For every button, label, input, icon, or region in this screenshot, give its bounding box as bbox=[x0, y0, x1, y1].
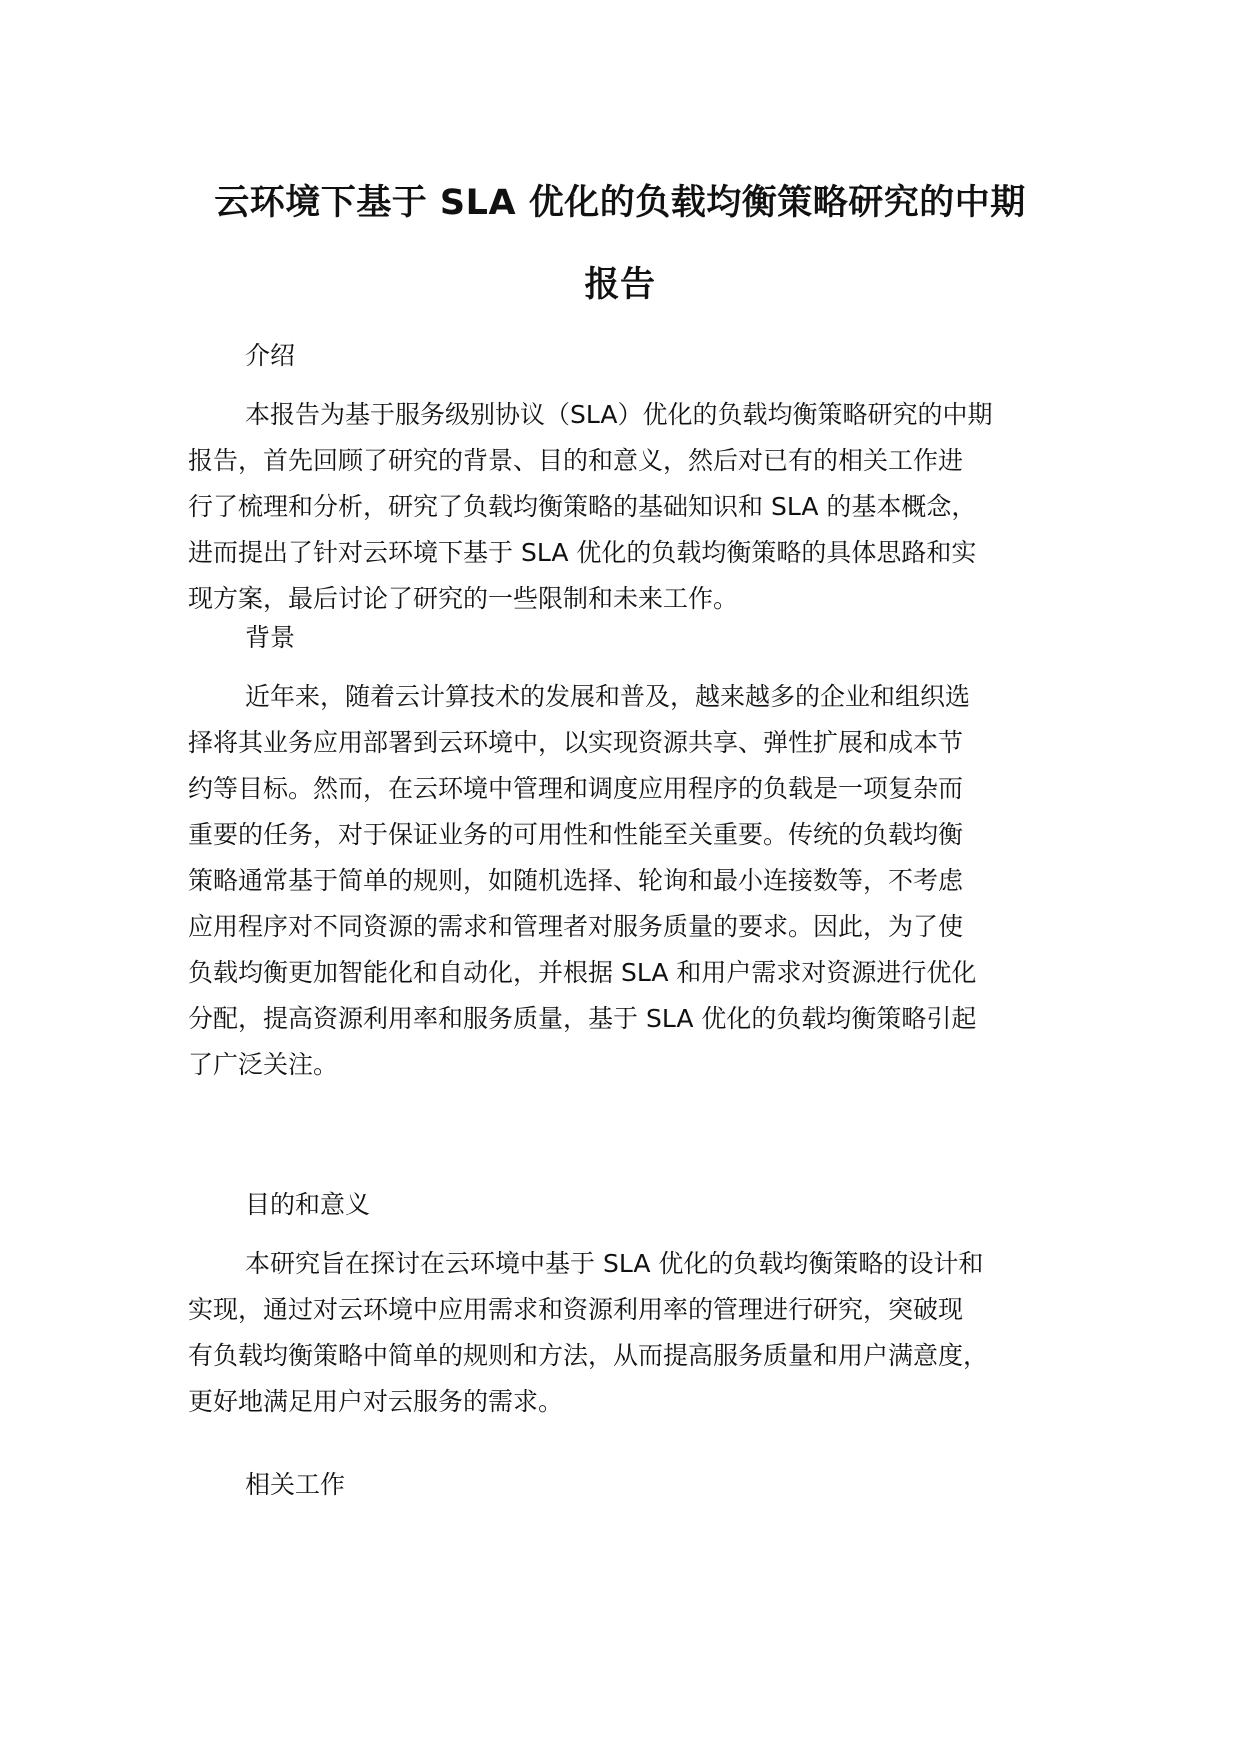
paragraph-line: 实现，通过对云环境中应用需求和资源利用率的管理进行研究，突破现 bbox=[188, 1295, 964, 1324]
paragraph-line: 约等目标。然而，在云环境中管理和调度应用程序的负载是一项复杂而 bbox=[188, 774, 964, 803]
document-title-line-2: 报告 bbox=[584, 265, 656, 305]
paragraph-line: 本报告为基于服务级别协议（SLA）优化的负载均衡策略研究的中期 bbox=[245, 400, 993, 429]
paragraph-line: 近年来，随着云计算技术的发展和普及，越来越多的企业和组织选 bbox=[245, 682, 971, 711]
document-title-line-1: 云环境下基于 SLA 优化的负载均衡策略研究的中期 bbox=[214, 183, 1026, 223]
paragraph-line: 本研究旨在探讨在云环境中基于 SLA 优化的负载均衡策略的设计和 bbox=[245, 1249, 984, 1278]
paragraph-line: 现方案，最后讨论了研究的一些限制和未来工作。 bbox=[188, 584, 739, 613]
paragraph-line: 应用程序对不同资源的需求和管理者对服务质量的要求。因此，为了使 bbox=[188, 912, 964, 941]
paragraph-line: 报告，首先回顾了研究的背景、目的和意义，然后对已有的相关工作进 bbox=[188, 446, 964, 475]
paragraph-line: 更好地满足用户对云服务的需求。 bbox=[188, 1387, 564, 1416]
paragraph-background bbox=[188, 674, 1088, 1088]
section-heading-background: 背景 bbox=[245, 623, 296, 652]
paragraph-purpose bbox=[188, 1241, 1088, 1425]
paragraph-line: 行了梳理和分析，研究了负载均衡策略的基础知识和 SLA 的基本概念， bbox=[188, 492, 977, 521]
paragraph-line: 策略通常基于简单的规则，如随机选择、轮询和最小连接数等，不考虑 bbox=[188, 866, 964, 895]
paragraph-line: 分配，提高资源利用率和服务质量，基于 SLA 优化的负载均衡策略引起 bbox=[188, 1004, 977, 1033]
paragraph-line: 进而提出了针对云环境下基于 SLA 优化的负载均衡策略的具体思路和实 bbox=[188, 538, 977, 567]
paragraph-introduction bbox=[188, 392, 1088, 622]
section-heading-related-work: 相关工作 bbox=[245, 1470, 346, 1499]
section-heading-purpose: 目的和意义 bbox=[245, 1190, 371, 1219]
paragraph-line: 重要的任务，对于保证业务的可用性和性能至关重要。传统的负载均衡 bbox=[188, 820, 964, 849]
paragraph-line: 择将其业务应用部署到云环境中，以实现资源共享、弹性扩展和成本节 bbox=[188, 728, 964, 757]
section-heading-introduction: 介绍 bbox=[245, 341, 296, 370]
paragraph-line: 负载均衡更加智能化和自动化，并根据 SLA 和用户需求对资源进行优化 bbox=[188, 958, 977, 987]
paragraph-line: 了广泛关注。 bbox=[188, 1050, 339, 1079]
paragraph-line: 有负载均衡策略中简单的规则和方法，从而提高服务质量和用户满意度， bbox=[188, 1341, 989, 1370]
